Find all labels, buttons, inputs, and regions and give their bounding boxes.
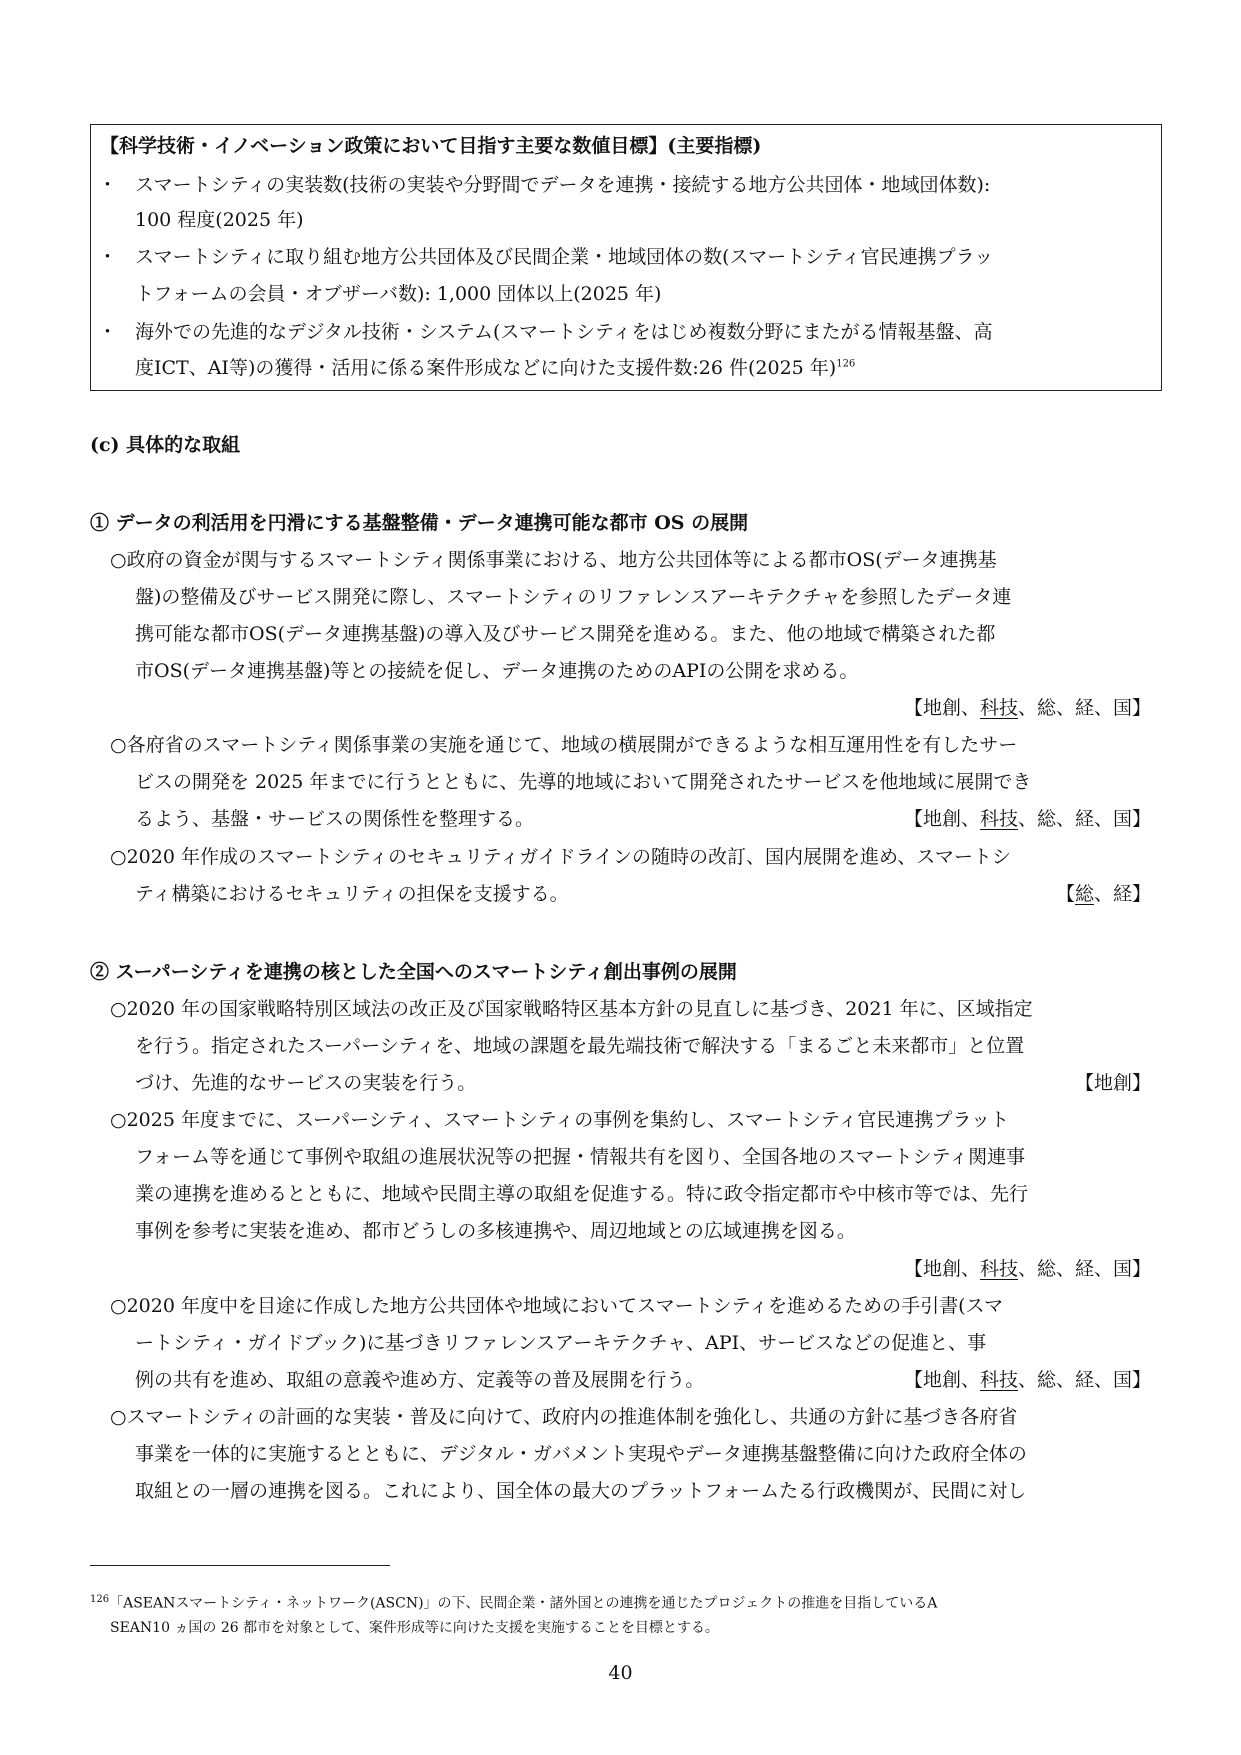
paragraph-line: 業の連携を進めるとともに、地域や民間主導の取組を促進する。特に政令指定都市や中核市等では、先行: [135, 1183, 1029, 1205]
bullet: ・: [98, 174, 118, 196]
footnote-line1: $^{126}$「ASEANスマートシティ・ネットワーク(ASCN)」の下、民間企業・諸外国との連携を通じたプロジェクトの推進を目指しているA: [90, 1594, 938, 1612]
box-item-1-line1: スマートシティの実装数(技術の実装や分野間でデータを連携・接続する地方公共団体・地域団体数):: [135, 174, 991, 196]
bullet: ・: [98, 321, 118, 343]
paragraph-line: ○2020 年の国家戦略特別区域法の改正及び国家戦略特区基本方針の見直しに基づき、2021 年に、区域指定: [110, 998, 1033, 1020]
box-title: 【科学技術・イノベーション政策において目指す主要な数値目標】(主要指標): [100, 135, 762, 157]
paragraph-line: 盤)の整備及びサービス開発に際し、スマートシティのリファレンスアーキテクチャを参照したデータ連: [135, 586, 1012, 608]
paragraph-line: ビスの開発を 2025 年までに行うとともに、先導的地域において開発されたサービスを他地域に展開でき: [135, 771, 1032, 793]
paragraph-line: 取組との一層の連携を図る。これにより、国全体の最大のプラットフォームたる行政機関が、民間に対し: [135, 1480, 1027, 1502]
subsection-2-title: ② スーパーシティを連携の核とした全国へのスマートシティ創出事例の展開: [90, 961, 737, 983]
box-item-1-line2: 100 程度(2025 年): [135, 209, 304, 231]
footnote-divider: [90, 1565, 390, 1566]
subsection-1-title: ① データの利活用を円滑にする基盤整備・データ連携可能な都市 OS の展開: [90, 512, 749, 534]
ministry-tag: 【地創、科技、総、経、国】: [903, 1369, 1151, 1391]
section-heading: (c) 具体的な取組: [90, 434, 241, 456]
box-item-3-line1: 海外での先進的なデジタル技術・システム(スマートシティをはじめ複数分野にまたがる情報基盤、高: [135, 321, 993, 343]
ministry-tag: 【地創、科技、総、経、国】: [903, 697, 1151, 719]
paragraph-line: るよう、基盤・サービスの関係性を整理する。: [135, 808, 535, 830]
bullet: ・: [98, 246, 118, 268]
box-item-2-line1: スマートシティに取り組む地方公共団体及び民間企業・地域団体の数(スマートシティ官民連携プラッ: [135, 246, 994, 268]
ministry-tag: 【地創、科技、総、経、国】: [903, 1258, 1151, 1280]
paragraph-line: ○各府省のスマートシティ関係事業の実施を通じて、地域の横展開ができるような相互運用性を有したサー: [110, 734, 1018, 756]
box-item-2-line2: トフォームの会員・オブザーバ数): 1,000 団体以上(2025 年): [135, 283, 662, 305]
footnote-number: 126: [90, 1594, 110, 1605]
page-number: 40: [608, 1662, 633, 1684]
paragraph-line: を行う。指定されたスーパーシティを、地域の課題を最先端技術で解決する「まるごと未来都市」と位置: [135, 1035, 1025, 1057]
paragraph-line: づけ、先進的なサービスの実装を行う。: [135, 1072, 477, 1094]
paragraph-line: 市OS(データ連携基盤)等との接続を促し、データ連携のためのAPIの公開を求める。: [135, 660, 859, 682]
paragraph-line: フォーム等を通じて事例や取組の進展状況等の把握・情報共有を図り、全国各地のスマートシティ関連事: [135, 1146, 1026, 1168]
footnote-line2: SEAN10 ヵ国の 26 都市を対象として、案件形成等に向けた支援を実施することを目標とする。: [110, 1620, 719, 1636]
box-item-3-line2: 度ICT、AI等)の獲得・活用に係る案件形成などに向けた支援件数:26 件(2025 年)$^{126}$: [135, 357, 856, 379]
paragraph-line: ○2025 年度までに、スーパーシティ、スマートシティの事例を集約し、スマートシティ官民連携プラット: [110, 1109, 1009, 1131]
paragraph-line: 事業を一体的に実施するとともに、デジタル・ガバメント実現やデータ連携基盤整備に向けた政府全体の: [135, 1443, 1027, 1465]
footnote-ref: 126: [836, 358, 856, 370]
ministry-tag: 【地創】: [1074, 1072, 1151, 1094]
paragraph-line: 例の共有を進め、取組の意義や進め方、定義等の普及展開を行う。: [135, 1369, 705, 1391]
ministry-tag: 【総、経】: [1055, 883, 1151, 905]
paragraph-line: 携可能な都市OS(データ連携基盤)の導入及びサービス開発を進める。また、他の地域で構築された都: [135, 623, 996, 645]
paragraph-line: ティ構築におけるセキュリティの担保を支援する。: [135, 883, 569, 905]
paragraph-line: ○2020 年度中を目途に作成した地方公共団体や地域においてスマートシティを進めるための手引書(スマ: [110, 1295, 1004, 1317]
paragraph-line: ○政府の資金が関与するスマートシティ関係事業における、地方公共団体等による都市OS(データ連携基: [110, 549, 997, 571]
paragraph-line: ートシティ・ガイドブック)に基づきリファレンスアーキテクチャ、API、サービスなどの促進と、事: [135, 1332, 987, 1354]
paragraph-line: ○2020 年作成のスマートシティのセキュリティガイドラインの随時の改訂、国内展開を進め、スマートシ: [110, 846, 1011, 868]
ministry-tag: 【地創、科技、総、経、国】: [903, 808, 1151, 830]
paragraph-line: ○スマートシティの計画的な実装・普及に向けて、政府内の推進体制を強化し、共通の方針に基づき各府省: [110, 1406, 1018, 1428]
paragraph-line: 事例を参考に実装を進め、都市どうしの多核連携や、周辺地域との広域連携を図る。: [135, 1220, 856, 1242]
